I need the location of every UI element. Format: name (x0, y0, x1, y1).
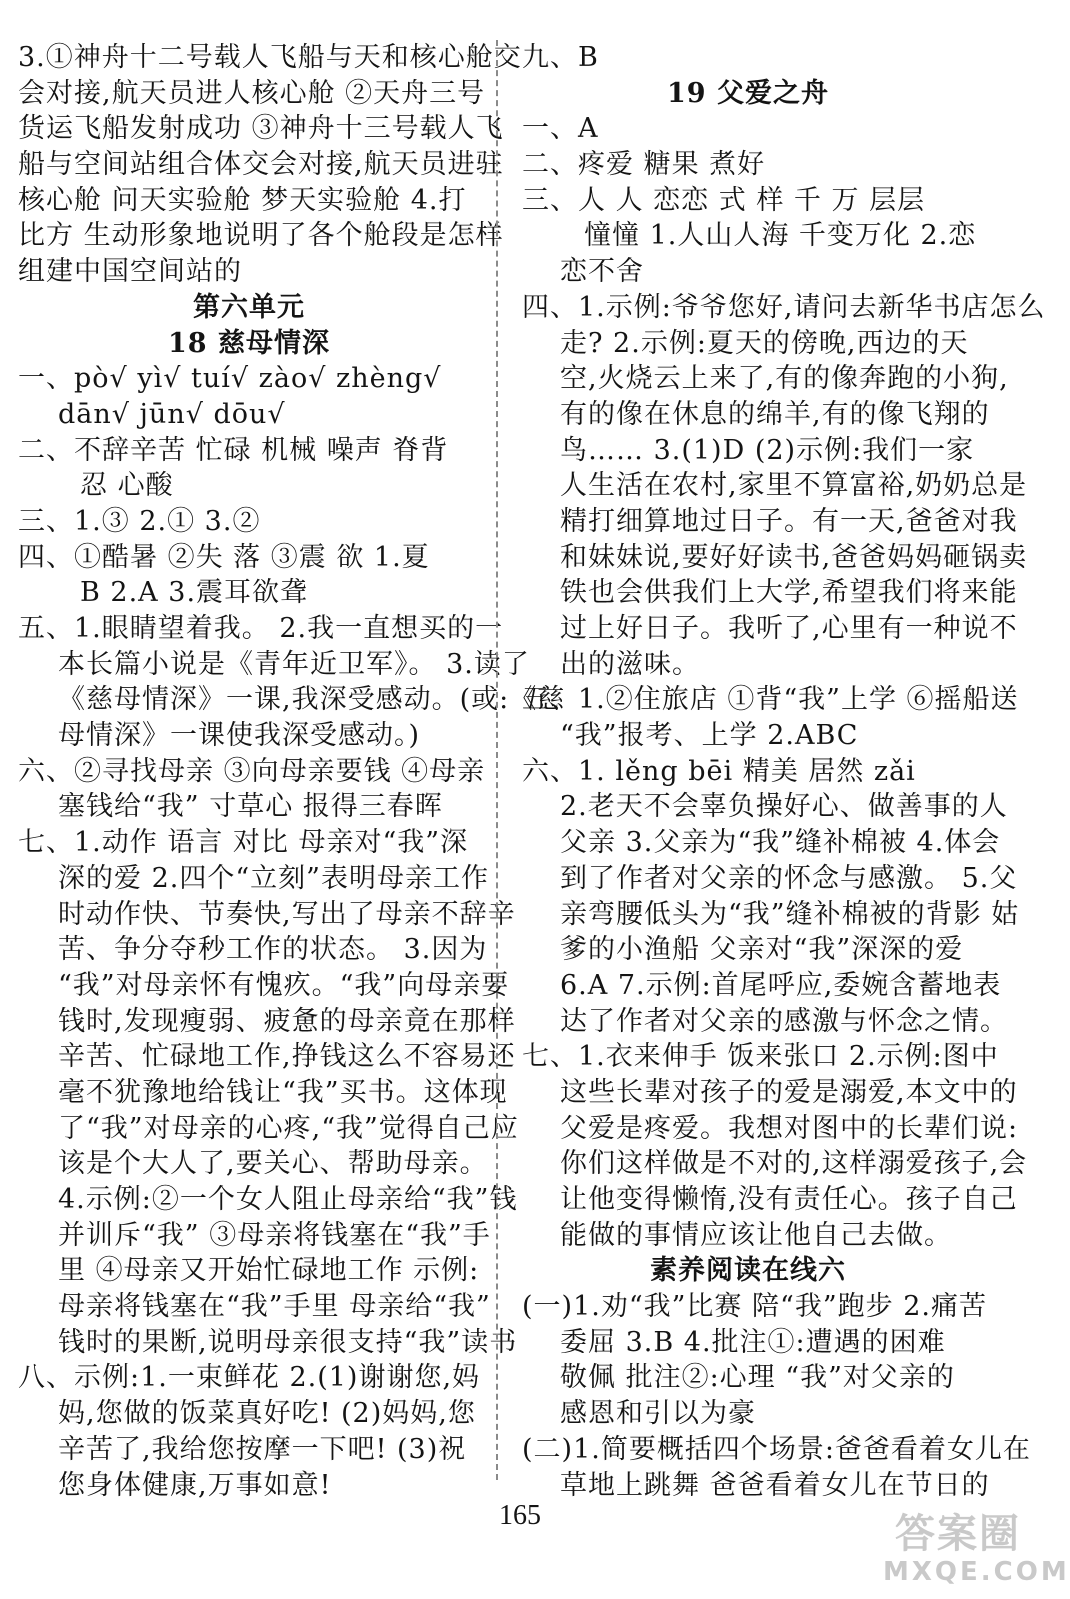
text-line: 四、①酷暑 ②失 落 ③震 欲 1.夏 (18, 541, 430, 573)
text-line: 九、B (522, 42, 599, 73)
text-line: 委屈 3.B 4.批注①:遭遇的困难 (560, 1326, 946, 1358)
text-line: 走? 2.示例:夏天的傍晚,西边的天 (560, 327, 969, 359)
text-line: 妈,您做的饭菜真好吃! (2)妈妈,您 (58, 1398, 476, 1430)
text-line: 苦、争分夺秒工作的状态。 3.因为 (58, 934, 488, 966)
text-line: 三、人 人 恋恋 式 样 千 万 层层 (522, 184, 926, 216)
text-line: 到了作者对父亲的怀念与感激。 5.父 (560, 862, 1018, 894)
text-line: 这些长辈对孩子的爱是溺爱,本文中的 (560, 1076, 1018, 1108)
text-line: 辛苦了,我给您按摩一下吧! (3)祝 (58, 1433, 467, 1465)
text-line: (二)1.简要概括四个场景:爸爸看着女儿在 (522, 1433, 1031, 1465)
text-line: 有的像在休息的绵羊,有的像飞翔的 (560, 398, 990, 430)
text-line: 钱时的果断,说明母亲很支持“我”读书 (58, 1326, 518, 1358)
text-line: 并训斥“我” ③母亲将钱塞在“我”手 (58, 1219, 491, 1251)
text-line: 母情深》一课使我深受感动。) (58, 720, 421, 752)
text-line: 组建中国空间站的 (18, 256, 242, 288)
text-line: 6.A 7.示例:首尾呼应,委婉含蓄地表 (560, 969, 1002, 1001)
text-line: 了“我”对母亲的心疼,“我”觉得自己应 (58, 1112, 519, 1144)
text-line: 能做的事情应该让他自己去做。 (560, 1219, 952, 1251)
unit-heading: 第六单元 (193, 291, 305, 323)
text-line: (一)1.劝“我”比赛 陪“我”跑步 2.痛苦 (522, 1291, 987, 1323)
lesson-heading: 18 慈母情深 (168, 327, 330, 359)
text-line: 五、1.眼睛望着我。 2.我一直想买的一 (18, 613, 504, 644)
text-line: 核心舱 问天实验舱 梦天实验舱 4.打 (18, 184, 467, 216)
text-line: 爹的小渔船 父亲对“我”深深的爱 (560, 934, 964, 966)
text-line: 憧憧 1.人山人海 千变万化 2.恋 (584, 220, 977, 252)
text-line: 亲弯腰低头为“我”缝补棉被的背影 姑 (560, 898, 1020, 930)
text-line: 铁也会供我们上大学,希望我们将来能 (560, 577, 1018, 609)
text-line: 你们这样做是不对的,这样溺爱孩子,会 (560, 1148, 1028, 1180)
text-line: 感恩和引以为豪 (560, 1398, 756, 1430)
watermark-url: MXQE.COM (883, 1557, 1070, 1587)
text-line: 六、②寻找母亲 ③向母亲要钱 ④母亲 (18, 755, 486, 787)
text-line: 鸟…… 3.(1)D (2)示例:我们一家 (560, 434, 975, 466)
text-line: 二、不辞辛苦 忙碌 机械 噪声 脊背 (18, 434, 449, 466)
text-line: 比方 生动形象地说明了各个舱段是怎样 (18, 220, 504, 252)
text-line: 五、1.②住旅店 ①背“我”上学 ⑥摇船送 (522, 684, 1019, 716)
text-line: 让他变得懒惰,没有责任心。孩子自己 (560, 1184, 1018, 1215)
text-line: 母亲将钱塞在“我”手里 母亲给“我” (58, 1291, 491, 1323)
text-line: 里 ④母亲又开始忙碌地工作 示例: (58, 1255, 480, 1287)
text-line: 会对接,航天员进人核心舱 ②天舟三号 (18, 77, 486, 109)
text-line: 和妹妹说,要好好读书,爸爸妈妈砸锅卖 (560, 541, 1028, 573)
text-line: 一、A (522, 113, 599, 145)
text-line: 达了作者对父亲的感激与怀念之情。 (560, 1005, 1008, 1037)
text-line: 父爱是疼爱。我想对图中的长辈们说: (560, 1112, 1019, 1144)
text-line: B 2.A 3.震耳欲聋 (80, 577, 309, 609)
text-line: 空,火烧云上来了,有的像奔跑的小狗, (560, 363, 1009, 395)
text-line: 七、1.衣来伸手 饭来张口 2.示例:图中 (522, 1041, 999, 1073)
text-line: 精打细算地过日子。有一天,爸爸对我 (560, 505, 1018, 537)
text-line: 3.①神舟十二号载人飞船与天和核心舱交 (18, 42, 522, 73)
text-line: 该是个大人了,要关心、帮助母亲。 (58, 1148, 488, 1180)
text-line: 父亲 3.父亲为“我”缝补棉被 4.体会 (560, 827, 1001, 859)
text-line: 过上好日子。我听了,心里有一种说不 (560, 613, 1018, 644)
text-line: 船与空间站组合体交会对接,航天员进驻 (18, 149, 504, 181)
text-line: 钱时,发现瘦弱、疲惫的母亲竟在那样 (58, 1005, 516, 1037)
text-line: 四、1.示例:爷爷您好,请问去新华书店怎么 (522, 291, 1046, 323)
text-line: 三、1.③ 2.① 3.② (18, 505, 261, 537)
text-line: 敬佩 批注②:心理 “我”对父亲的 (560, 1362, 955, 1394)
text-line: 恋不舍 (560, 256, 644, 288)
text-line: 六、1. lěng bēi 精美 居然 zǎi (522, 755, 916, 787)
text-line: 一、pò√ yì√ tuí√ zào√ zhèng√ (18, 363, 442, 395)
right-column (522, 40, 1046, 1503)
watermark-logo (883, 1511, 1070, 1591)
text-line: 七、1.动作 语言 对比 母亲对“我”深 (18, 827, 469, 859)
text-line: 本长篇小说是《青年近卫军》。 3.读了 (58, 648, 530, 680)
text-line: dān√ jūn√ dōu√ (58, 398, 286, 430)
text-line: “我”对母亲怀有愧疚。“我”向母亲要 (58, 969, 510, 1001)
section-heading: 素养阅读在线六 (650, 1255, 846, 1287)
text-line: 八、示例:1.一束鲜花 2.(1)谢谢您,妈 (18, 1362, 481, 1394)
text-line: 深的爱 2.四个“立刻”表明母亲工作 (58, 862, 489, 894)
lesson-heading: 19 父爱之舟 (667, 77, 829, 109)
text-line: 时动作快、节奏快,写出了母亲不辞辛 (58, 898, 516, 930)
page-number: 165 (499, 1500, 541, 1531)
text-line: 辛苦、忙碌地工作,挣钱这么不容易还 (58, 1041, 516, 1073)
column-divider (496, 40, 498, 1480)
text-line: 人生活在农村,家里不算富裕,奶奶总是 (560, 470, 1028, 502)
text-line: 忍 心酸 (80, 470, 174, 502)
text-line: 塞钱给“我” 寸草心 报得三春晖 (58, 791, 443, 823)
text-line: 二、疼爱 糖果 煮好 (522, 149, 766, 181)
text-line: 草地上跳舞 爸爸看着女儿在节日的 (560, 1469, 990, 1501)
text-line: 《慈母情深》一课,我深受感动。(或:《慈 (58, 684, 566, 716)
watermark-title: 答案圈 (895, 1511, 1021, 1557)
text-line: “我”报考、上学 2.ABC (560, 720, 859, 752)
text-line: 货运飞船发射成功 ③神舟十三号载人飞 (18, 113, 504, 145)
text-line: 您身体健康,万事如意! (58, 1469, 332, 1501)
text-line: 4.示例:②一个女人阻止母亲给“我”钱 (58, 1184, 518, 1215)
text-line: 出的滋味。 (560, 648, 700, 680)
text-line: 毫不犹豫地给钱让“我”买书。这体现 (58, 1076, 508, 1108)
text-line: 2.老天不会辜负操好心、做善事的人 (560, 791, 1008, 823)
